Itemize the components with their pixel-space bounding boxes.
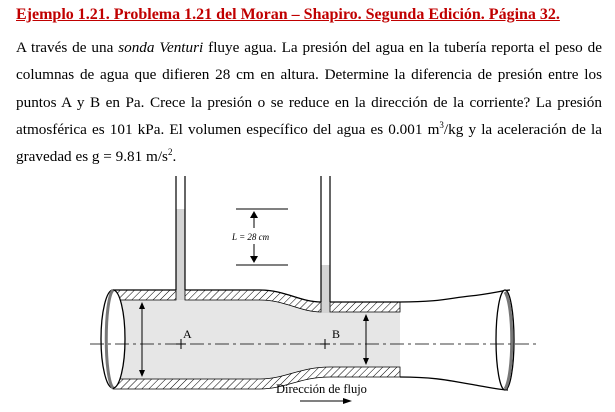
flow-label: Dirección de flujo	[276, 382, 367, 396]
superscript-3: 3	[439, 119, 444, 130]
statement-italic-term: sonda Venturi	[118, 39, 204, 56]
height-label: L = 28 cm	[232, 232, 270, 242]
point-a-label: A	[183, 327, 192, 341]
dim-arrowhead-up	[250, 211, 258, 218]
statement-text-2: fluye agua. La presión del agua en la tubería reporta el peso de columnas de agua que difieren 28 cm en altura. Determine la diferencia de presión entre los puntos A y B en Pa. Crece la presión o se reduce en la dirección de la corriente? La presión atmosférica es 101 kPa. El volumen específico del agua es 0.001 m	[16, 39, 602, 138]
tube-right-water	[321, 265, 330, 313]
superscript-2: 2	[167, 147, 173, 158]
statement-text-4: .	[172, 148, 177, 166]
pipe-left-end	[101, 290, 125, 388]
dim-arrowhead-down	[250, 256, 258, 263]
point-b-label: B	[332, 327, 341, 341]
flow-arrowhead	[343, 398, 352, 404]
pipe-diffuser	[400, 290, 510, 390]
tube-left-water	[176, 209, 185, 300]
statement-text-3: /kg y la aceleración de la gravedad es g = 9.81 m/s	[16, 120, 602, 166]
statement-text-1: A través de una	[16, 39, 119, 56]
example-title: Ejemplo 1.21. Problema 1.21 del Moran – Shapiro. Segunda Edición. Página 32.	[16, 6, 560, 23]
